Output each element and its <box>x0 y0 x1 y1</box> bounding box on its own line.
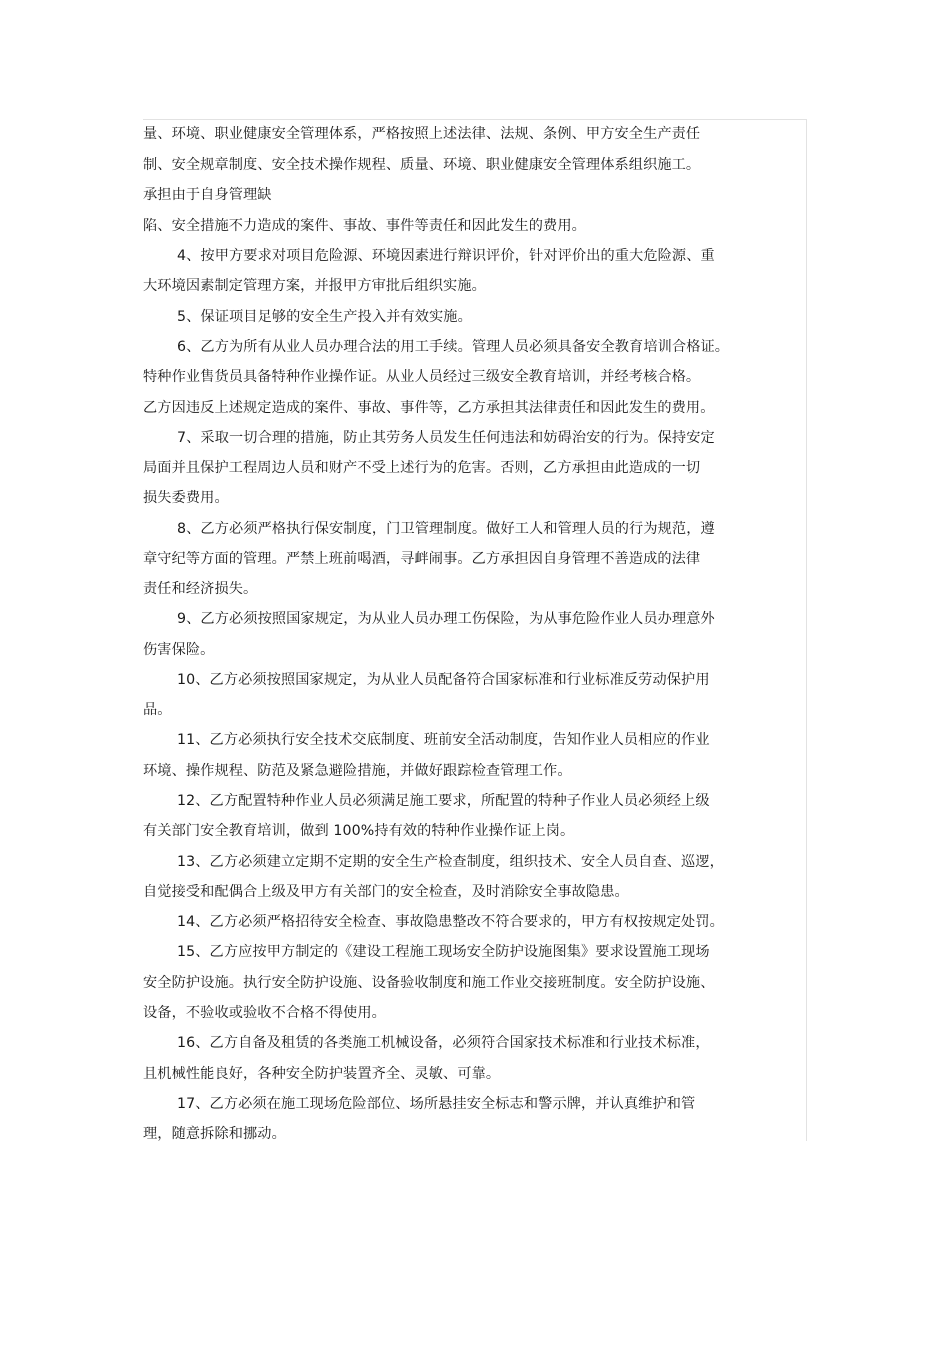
text-line: 责任和经济损失。 <box>143 581 258 597</box>
text-line: 11、乙方必须执行安全技术交底制度、班前安全活动制度，告知作业人员相应的作业 <box>177 732 710 748</box>
text-line: 乙方因违反上述规定造成的案件、事故、事件等，乙方承担其法律责任和因此发生的费用。 <box>143 400 715 416</box>
text-line: 8、乙方必须严格执行保安制度，门卫管理制度。做好工人和管理人员的行为规范，遵 <box>177 521 715 537</box>
text-line: 大环境因素制定管理方案，并报甲方审批后组织实施。 <box>143 278 486 294</box>
text-line: 伤害保险。 <box>143 642 215 658</box>
text-line: 制、安全规章制度、安全技术操作规程、质量、环境、职业健康安全管理体系组织施工。 <box>143 157 701 173</box>
text-line: 陷、安全措施不力造成的案件、事故、事件等责任和因此发生的费用。 <box>143 218 586 234</box>
text-line: 15、乙方应按甲方制定的《建设工程施工现场安全防护设施图集》要求设置施工现场 <box>177 944 710 960</box>
text-line: 特种作业售货员具备特种作业操作证。从业人员经过三级安全教育培训，并经考核合格。 <box>143 369 701 385</box>
text-line: 6、乙方为所有从业人员办理合法的用工手续。管理人员必须具备安全教育培训合格证。 <box>177 339 730 355</box>
text-line: 量、环境、职业健康安全管理体系，严格按照上述法律、法规、条例、甲方安全生产责任 <box>143 126 701 142</box>
text-line: 7、采取一切合理的措施，防止其劳务人员发生任何违法和妨碍治安的行为。保持安定 <box>177 430 715 446</box>
text-line: 安全防护设施。执行安全防护设施、设备验收制度和施工作业交接班制度。安全防护设施、 <box>143 975 715 991</box>
text-line: 5、保证项目足够的安全生产投入并有效实施。 <box>177 309 472 325</box>
text-line: 损失委费用。 <box>143 490 229 506</box>
text-line: 品。 <box>143 702 172 718</box>
text-line: 章守纪等方面的管理。严禁上班前喝酒，寻衅闹事。乙方承担因自身管理不善造成的法律 <box>143 551 701 567</box>
text-line: 14、乙方必须严格招待安全检查、事故隐患整改不符合要求的，甲方有权按规定处罚。 <box>177 914 724 930</box>
text-line: 9、乙方必须按照国家规定，为从业人员办理工伤保险，为从事危险作业人员办理意外 <box>177 611 715 627</box>
text-line: 13、乙方必须建立定期不定期的安全生产检查制度，组织技术、安全人员自查、巡逻， <box>177 854 724 870</box>
text-line: 且机械性能良好，各种安全防护装置齐全、灵敏、可靠。 <box>143 1066 501 1082</box>
text-line: 4、按甲方要求对项目危险源、环境因素进行辩识评价，针对评价出的重大危险源、重 <box>177 248 715 264</box>
text-line: 自觉接受和配偶合上级及甲方有关部门的安全检查，及时消除安全事故隐患。 <box>143 884 629 900</box>
text-line: 有关部门安全教育培训，做到 100%持有效的特种作业操作证上岗。 <box>143 823 575 839</box>
text-line: 设备，不验收或验收不合格不得使用。 <box>143 1005 386 1021</box>
text-line: 16、乙方自备及租赁的各类施工机械设备，必须符合国家技术标准和行业技术标准， <box>177 1035 710 1051</box>
text-line: 12、乙方配置特种作业人员必须满足施工要求，所配置的特种子作业人员必须经上级 <box>177 793 710 809</box>
text-line: 局面并且保护工程周边人员和财产不受上述行为的危害。否则，乙方承担由此造成的一切 <box>143 460 701 476</box>
text-line: 环境、操作规程、防范及紧急避险措施，并做好跟踪检查管理工作。 <box>143 763 572 779</box>
text-line: 理，随意拆除和挪动。 <box>143 1126 286 1142</box>
text-line: 10、乙方必须按照国家规定，为从业人员配备符合国家标准和行业标准反劳动保护用 <box>177 672 710 688</box>
text-line: 承担由于自身管理缺 <box>143 187 272 203</box>
text-line: 17、乙方必须在施工现场危险部位、场所悬挂安全标志和警示牌，并认真维护和管 <box>177 1096 696 1112</box>
